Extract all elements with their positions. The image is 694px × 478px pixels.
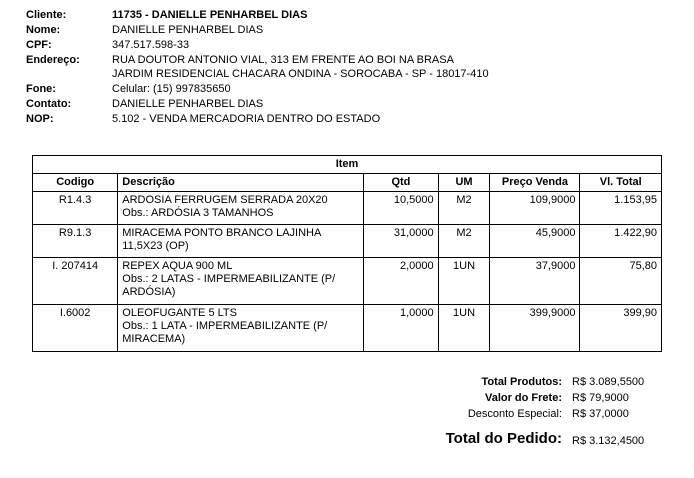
- field-row-endereco: [26, 53, 489, 82]
- table-row: [33, 258, 662, 305]
- cell-descricao: [118, 192, 364, 225]
- field-value-nop: 5.102 - VENDA MERCADORIA DENTRO DO ESTADO: [112, 113, 381, 125]
- field-value-fone: Celular: (15) 997835650: [112, 83, 231, 95]
- field-label-endereco: Endereço:: [26, 54, 80, 66]
- total-value-frete: R$ 79,9000: [572, 392, 629, 404]
- total-row-pedido: [362, 422, 682, 449]
- field-label-nome: Nome:: [26, 24, 61, 36]
- field-value-cliente: 11735 - DANIELLE PENHARBEL DIAS: [112, 9, 308, 21]
- totals-table: [362, 374, 682, 449]
- total-value-produtos: R$ 3.089,5500: [572, 376, 645, 388]
- cell-codigo: I.6002: [33, 305, 118, 352]
- cell-qtd: 10,5000: [364, 192, 438, 225]
- field-label-fone: Fone:: [26, 83, 56, 95]
- cell-descricao: [118, 225, 364, 258]
- items-header-row: [33, 174, 662, 192]
- total-label-pedido: Total do Pedido:: [445, 430, 562, 447]
- cell-um: 1UN: [438, 305, 490, 352]
- total-row-desconto: [362, 406, 682, 422]
- items-table: [32, 155, 662, 352]
- items-title: Item: [33, 156, 662, 174]
- desc-line-2: Obs.: ARDÓSIA 3 TAMANHOS: [122, 207, 274, 219]
- cell-total: 75,80: [580, 258, 662, 305]
- total-value-pedido: R$ 3.132,4500: [572, 434, 645, 447]
- items-title-row: [33, 156, 662, 174]
- field-value-endereco: [112, 53, 489, 82]
- column-header-total: Vl. Total: [580, 174, 662, 192]
- address-line-1: RUA DOUTOR ANTONIO VIAL, 313 EM FRENTE AO BOI NA BRASA: [112, 54, 454, 66]
- cell-um: M2: [438, 225, 490, 258]
- desc-line-1: MIRACEMA PONTO BRANCO LAJINHA: [122, 227, 322, 239]
- cell-qtd: 2,0000: [364, 258, 438, 305]
- desc-line-1: OLEOFUGANTE 5 LTS: [122, 307, 237, 319]
- cell-codigo: I. 207414: [33, 258, 118, 305]
- total-label-desconto: Desconto Especial:: [467, 408, 562, 420]
- field-value-cpf: 347.517.598-33: [112, 39, 190, 51]
- column-header-um: UM: [438, 174, 490, 192]
- cell-um: M2: [438, 192, 490, 225]
- cell-descricao: [118, 258, 364, 305]
- column-header-descricao: Descrição: [118, 174, 364, 192]
- cell-preco: 109,9000: [490, 192, 580, 225]
- cell-preco: 37,9000: [490, 258, 580, 305]
- total-row-produtos: [362, 374, 682, 390]
- cell-um: 1UN: [438, 258, 490, 305]
- column-header-qtd: Qtd: [364, 174, 438, 192]
- desc-line-2: Obs.: 1 LATA - IMPERMEABILIZANTE (P/: [122, 320, 328, 332]
- field-row-nome: [26, 23, 489, 38]
- cell-descricao: [118, 305, 364, 352]
- address-line-2: JARDIM RESIDENCIAL CHACARA ONDINA - SOROCABA - SP - 18017-410: [112, 68, 489, 80]
- table-row: [33, 192, 662, 225]
- field-row-cpf: [26, 38, 489, 53]
- field-label-cpf: CPF:: [26, 39, 52, 51]
- total-value-desconto: R$ 37,0000: [572, 408, 629, 420]
- total-label-produtos: Total Produtos:: [481, 376, 562, 388]
- field-row-nop: [26, 112, 489, 127]
- cell-total: 1.422,90: [580, 225, 662, 258]
- desc-line-1: REPEX AQUA 900 ML: [122, 260, 233, 272]
- field-value-nome: DANIELLE PENHARBEL DIAS: [112, 24, 264, 36]
- desc-line-2: 11,5X23 (OP): [122, 240, 189, 252]
- cell-qtd: 31,0000: [364, 225, 438, 258]
- items-table-wrapper: [32, 155, 662, 352]
- items-table-head: [33, 156, 662, 192]
- cell-preco: 399,9000: [490, 305, 580, 352]
- field-value-contato: DANIELLE PENHARBEL DIAS: [112, 98, 264, 110]
- column-header-preco: Preço Venda: [490, 174, 580, 192]
- customer-header: [26, 8, 489, 127]
- field-label-nop: NOP:: [26, 113, 54, 125]
- cell-codigo: R1.4.3: [33, 192, 118, 225]
- items-table-body: [33, 192, 662, 352]
- cell-qtd: 1,0000: [364, 305, 438, 352]
- desc-line-2: Obs.: 2 LATAS - IMPERMEABILIZANTE (P/: [122, 273, 336, 285]
- field-row-fone: [26, 82, 489, 97]
- table-row: [33, 225, 662, 258]
- desc-line-3: ARDÓSIA): [122, 286, 176, 298]
- field-row-cliente: [26, 8, 489, 23]
- field-row-contato: [26, 97, 489, 112]
- cell-codigo: R9.1.3: [33, 225, 118, 258]
- cell-total: 399,90: [580, 305, 662, 352]
- total-row-frete: [362, 390, 682, 406]
- table-row: [33, 305, 662, 352]
- totals-section: [362, 374, 682, 449]
- cell-preco: 45,9000: [490, 225, 580, 258]
- cell-total: 1.153,95: [580, 192, 662, 225]
- desc-line-1: ARDOSIA FERRUGEM SERRADA 20X20: [122, 194, 328, 206]
- total-label-frete: Valor do Frete:: [484, 392, 562, 404]
- desc-line-3: MIRACEMA): [122, 333, 186, 345]
- column-header-codigo: Codigo: [33, 174, 118, 192]
- field-label-contato: Contato:: [26, 98, 72, 110]
- field-label-cliente: Cliente:: [26, 9, 67, 21]
